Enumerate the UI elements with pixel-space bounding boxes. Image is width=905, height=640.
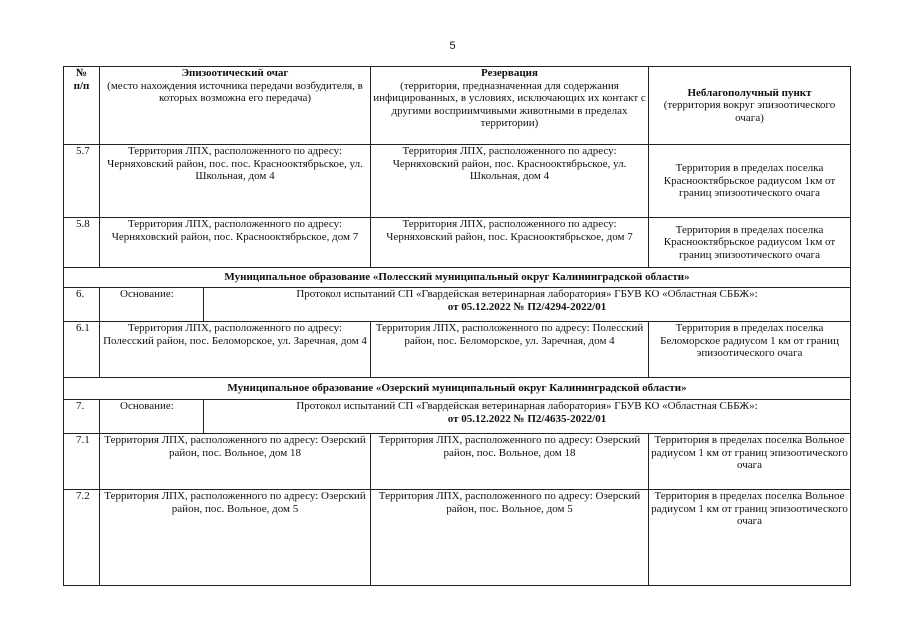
header-unsafe bbox=[649, 67, 851, 145]
row-number: 6. bbox=[64, 288, 100, 322]
header-num: № п/п bbox=[64, 67, 100, 145]
table-row bbox=[64, 218, 851, 268]
basis-label: Основание: bbox=[100, 400, 204, 434]
section-title: Муниципальное образование «Полесский муниципальный округ Калининградской области» bbox=[64, 268, 851, 288]
table-row bbox=[64, 434, 851, 490]
focus-cell: Территория ЛПХ, расположенного по адресу: Полесский район, пос. Беломорское, ул. Заречная, дом 4 bbox=[100, 322, 371, 378]
reserve-cell: Территория ЛПХ, расположенного по адресу: Черняховский район, пос. Краснооктябрьское, ул. Школьная, дом 4 bbox=[371, 145, 649, 218]
table-row bbox=[64, 145, 851, 218]
protocol-date: от 05.12.2022 № П2/4635-2022/01 bbox=[447, 412, 607, 425]
protocol-date: от 05.12.2022 № П2/4294-2022/01 bbox=[447, 300, 607, 313]
reserve-cell: Территория ЛПХ, расположенного по адресу: Озерский район, пос. Вольное, дом 5 bbox=[371, 490, 649, 586]
basis-label: Основание: bbox=[100, 288, 204, 322]
page-number: 5 bbox=[449, 40, 456, 52]
row-number: 7.1 bbox=[64, 434, 100, 490]
unsafe-cell: Территория в пределах поселка Вольное радиусом 1 км от границ эпизоотического очага bbox=[649, 490, 851, 586]
unsafe-cell: Территория в пределах поселка Беломорское радиусом 1 км от границ эпизоотического очага bbox=[649, 322, 851, 378]
protocol-text: Протокол испытаний СП «Гвардейская ветеринарная лаборатория» ГБУВ КО «Областная СББЖ»: bbox=[296, 288, 758, 300]
section-title: Муниципальное образование «Озерский муниципальный округ Калининградской области» bbox=[64, 378, 851, 400]
row-number: 5.8 bbox=[64, 218, 100, 268]
header-unsafe-desc: (территория вокруг эпизоотического очага) bbox=[663, 99, 836, 124]
basis-row bbox=[64, 288, 851, 322]
row-number: 7. bbox=[64, 400, 100, 434]
header-reserve-title: Резервация bbox=[481, 67, 538, 79]
row-number: 5.7 bbox=[64, 145, 100, 218]
basis-row bbox=[64, 400, 851, 434]
reserve-cell: Территория ЛПХ, расположенного по адресу: Черняховский район, пос. Краснооктябрьское, дом 7 bbox=[371, 218, 649, 268]
focus-cell: Территория ЛПХ, расположенного по адресу: Черняховский район, пос. Краснооктябрьское, дом 7 bbox=[100, 218, 371, 268]
unsafe-cell: Территория в пределах поселка Краснооктябрьское радиусом 1км от границ эпизоотического очага bbox=[649, 145, 851, 218]
protocol-cell bbox=[204, 288, 851, 322]
protocol-cell bbox=[204, 400, 851, 434]
focus-cell: Территория ЛПХ, расположенного по адресу: Озерский район, пос. Вольное, дом 18 bbox=[100, 434, 371, 490]
section-row bbox=[64, 378, 851, 400]
protocol-text: Протокол испытаний СП «Гвардейская ветеринарная лаборатория» ГБУВ КО «Областная СББЖ»: bbox=[296, 400, 758, 412]
header-reserve bbox=[371, 67, 649, 145]
header-focus bbox=[100, 67, 371, 145]
row-number: 7.2 bbox=[64, 490, 100, 586]
row-number: 6.1 bbox=[64, 322, 100, 378]
focus-cell: Территория ЛПХ, расположенного по адресу: Черняховский район, пос. пос. Краснооктябрьское, ул. Школьная, дом 4 bbox=[100, 145, 371, 218]
section-row bbox=[64, 268, 851, 288]
header-focus-title: Эпизоотический очаг bbox=[181, 67, 289, 79]
header-reserve-desc: (территория, предназначенная для содержания инфицированных, в условиях, исключающих их контакт с другими восприимчивыми животными в пределах территории) bbox=[373, 79, 646, 129]
table-row bbox=[64, 490, 851, 586]
header-focus-desc: (место нахождения источника передачи возбудителя, в которых возможна его передача) bbox=[107, 79, 363, 104]
unsafe-cell: Территория в пределах поселка Вольное радиусом 1 км от границ эпизоотического очага bbox=[649, 434, 851, 490]
table-row bbox=[64, 322, 851, 378]
reserve-cell: Территория ЛПХ, расположенного по адресу: Полесский район, пос. Беломорское, ул. Заречная, дом 4 bbox=[371, 322, 649, 378]
epizootic-table bbox=[63, 66, 851, 586]
reserve-cell: Территория ЛПХ, расположенного по адресу: Озерский район, пос. Вольное, дом 18 bbox=[371, 434, 649, 490]
unsafe-cell: Территория в пределах поселка Краснооктябрьское радиусом 1км от границ эпизоотического очага bbox=[649, 218, 851, 268]
header-row bbox=[64, 67, 851, 145]
focus-cell: Территория ЛПХ, расположенного по адресу: Озерский район, пос. Вольное, дом 5 bbox=[100, 490, 371, 586]
header-unsafe-title: Неблагополучный пункт bbox=[687, 86, 812, 99]
